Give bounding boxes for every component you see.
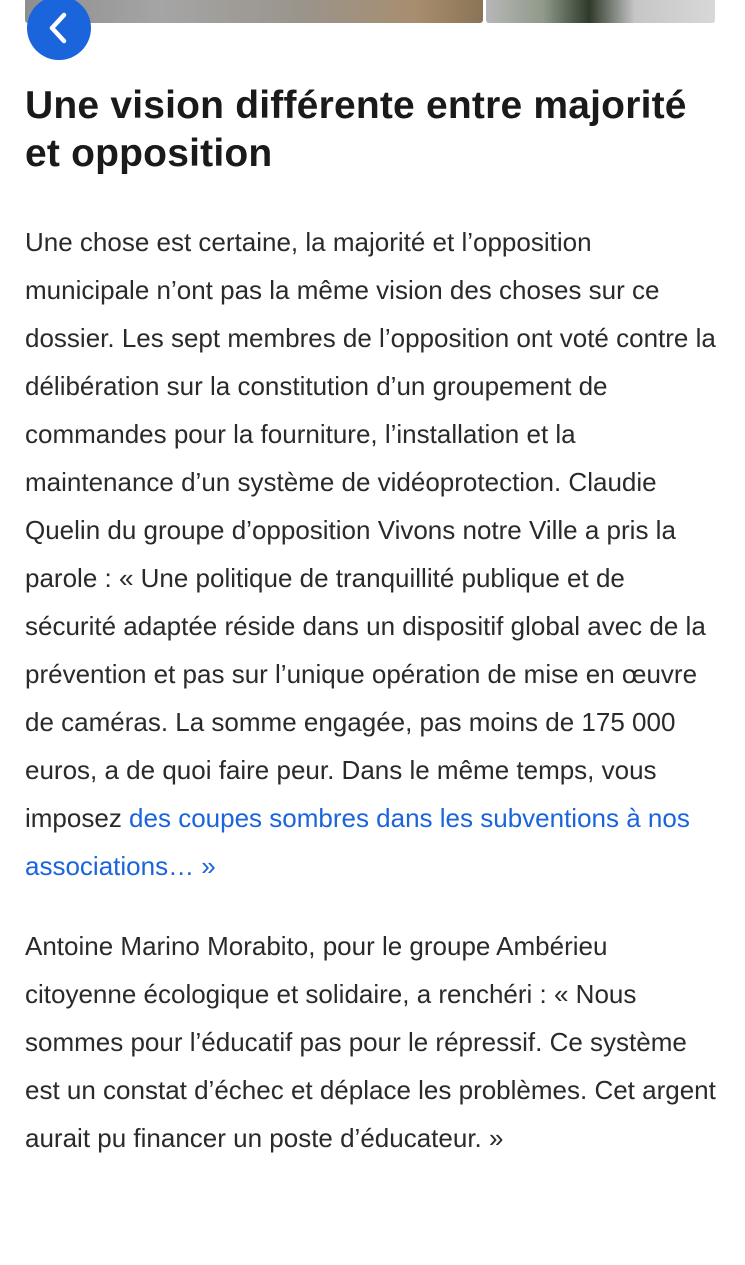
article-body: [25, 82, 717, 1162]
paragraph-opposition-vote: [25, 218, 717, 890]
section-title: Une vision différente entre majorité et opposition: [25, 84, 687, 175]
photo-gallery-strip: [25, 0, 715, 23]
chevron-left-icon: [44, 11, 74, 45]
gallery-photo-right[interactable]: [486, 0, 715, 23]
back-button[interactable]: [27, 0, 91, 60]
paragraph-text: Une chose est certaine, la majorité et l’opposition municipale n’ont pas la même vision des choses sur ce dossier. Les sept membres de l’opposition ont voté contre la délibération sur la constitution d’un groupement de commandes pour la fourniture, l’installation et la maintenance d’un système de vidéoprotection. Claudie Quelin du groupe d’opposition Vivons notre Ville a pris la parole : « Une politique de tranquillité publique et de sécurité adaptée réside dans un dispositif global avec de la prévention et pas sur l’unique opération de mise en œuvre de caméras. La somme engagée, pas moins de 175 000 euros, a de quoi faire peur. Dans le même temps, vous imposez: [25, 227, 716, 833]
subsidies-cuts-link[interactable]: des coupes sombres dans les subventions à nos associations… »: [25, 803, 690, 881]
gallery-photo-left[interactable]: [25, 0, 483, 23]
paragraph-morabito-quote: Antoine Marino Morabito, pour le groupe Ambérieu citoyenne écologique et solidaire, a renchéri : « Nous sommes pour l’éducatif pas pour le répressif. Ce système est un constat d’échec et déplace les problèmes. Cet argent aurait pu financer un poste d’éducateur. »: [25, 931, 716, 1153]
